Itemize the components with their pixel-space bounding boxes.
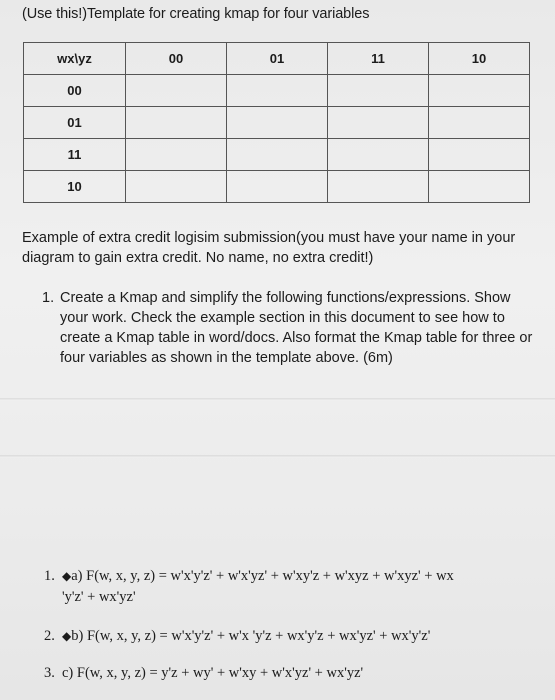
kmap-cell	[429, 107, 530, 139]
kmap-cell	[126, 75, 227, 107]
kmap-cell	[328, 171, 429, 203]
function-expression: b) F(w, x, y, z) = w'x'y'z' + w'x 'y'z + wx'y'z + wx'yz' + wx'y'z'	[71, 628, 431, 644]
kmap-table	[23, 42, 530, 203]
function-item	[44, 663, 534, 684]
function-number: 1.	[44, 568, 55, 584]
kmap-col-header: 01	[227, 43, 328, 75]
kmap-cell	[429, 75, 530, 107]
function-item	[44, 566, 534, 608]
kmap-row	[24, 75, 530, 107]
kmap-cell	[126, 139, 227, 171]
kmap-col-header: 10	[429, 43, 530, 75]
kmap-cell	[328, 75, 429, 107]
kmap-cell	[227, 139, 328, 171]
kmap-row	[24, 171, 530, 203]
kmap-cell	[227, 75, 328, 107]
kmap-row	[24, 139, 530, 171]
function-item	[44, 626, 534, 647]
kmap-row	[24, 107, 530, 139]
kmap-col-header: 11	[328, 43, 429, 75]
function-expression-continued: 'y'z' + wx'yz'	[62, 589, 136, 605]
function-number: 3.	[44, 665, 55, 681]
diamond-bullet-icon: ◆	[62, 629, 72, 643]
kmap-cell	[126, 107, 227, 139]
kmap-cell	[429, 139, 530, 171]
kmap-header-row	[24, 43, 530, 75]
kmap-cell	[126, 171, 227, 203]
kmap-cell	[328, 107, 429, 139]
question-number: 1.	[42, 290, 55, 306]
kmap-cell	[227, 107, 328, 139]
kmap-cell	[328, 139, 429, 171]
kmap-row-header: 01	[24, 107, 126, 139]
diamond-bullet-icon: ◆	[62, 569, 72, 583]
function-expression: a) F(w, x, y, z) = w'x'y'z' + w'x'yz' + w'xy'z + w'xyz + w'xyz' + wx	[71, 568, 454, 584]
kmap-row-header: 10	[24, 171, 126, 203]
question-text: Create a Kmap and simplify the following functions/expressions. Show your work. Check the example section in this document to see how to create a Kmap table in word/docs. Also format the Kmap table for three or four variables as shown in the template above. (6m)	[60, 290, 533, 366]
kmap-col-header: 00	[126, 43, 227, 75]
kmap-row-header: 00	[24, 75, 126, 107]
function-number: 2.	[44, 628, 55, 644]
page-title: (Use this!)Template for creating kmap for four variables	[22, 6, 370, 22]
kmap-corner-cell: wx\yz	[24, 43, 126, 75]
kmap-cell	[429, 171, 530, 203]
kmap-cell	[227, 171, 328, 203]
function-expression: c) F(w, x, y, z) = y'z + wy' + w'xy + w'x'yz' + wx'yz'	[62, 665, 364, 681]
extra-credit-paragraph: Example of extra credit logisim submission(you must have your name in your diagram to gain extra credit. No name, no extra credit!)	[22, 230, 516, 266]
kmap-row-header: 11	[24, 139, 126, 171]
page-fold	[0, 398, 555, 401]
page-fold	[0, 455, 555, 458]
